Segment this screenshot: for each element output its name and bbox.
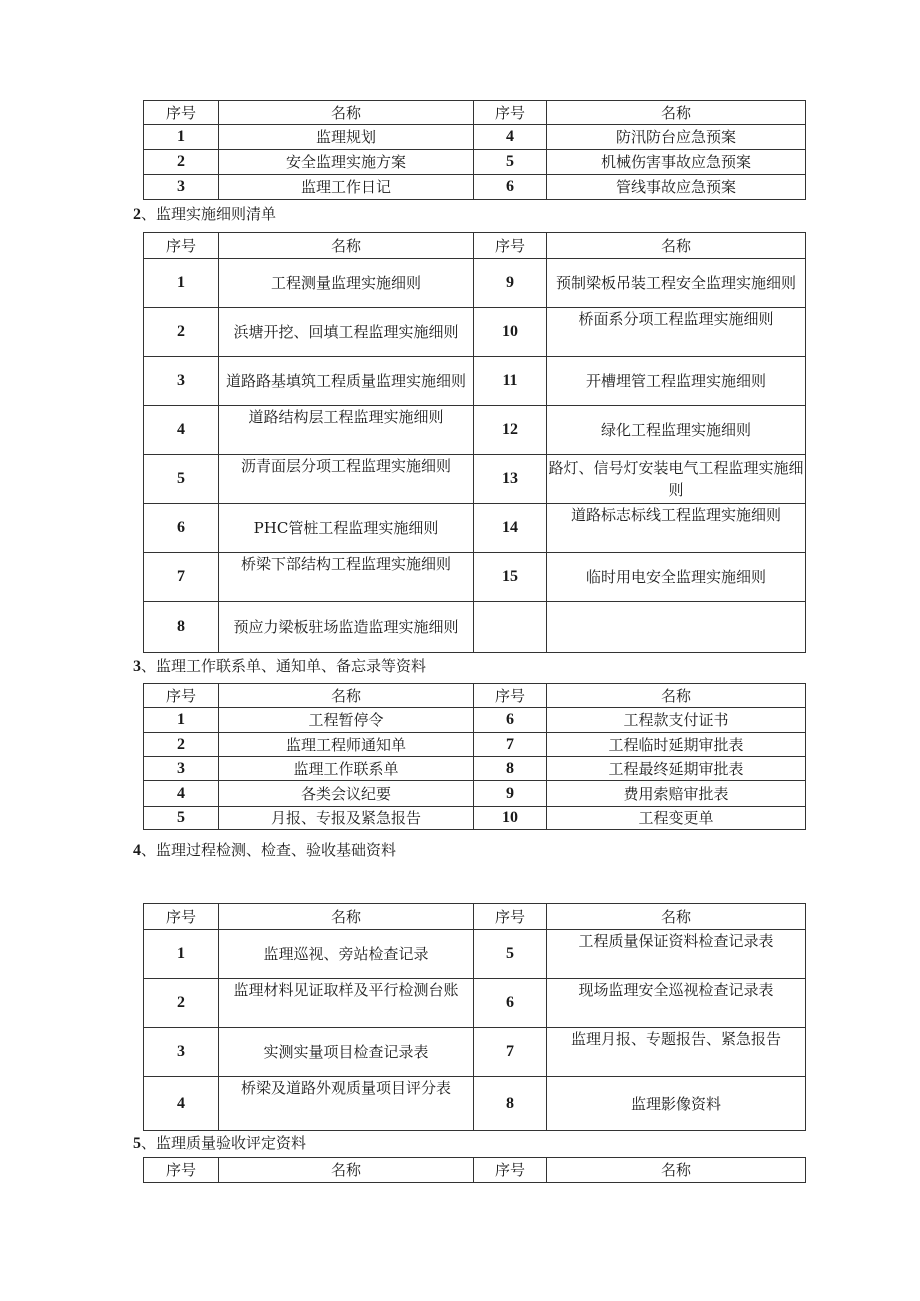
table-row <box>144 602 806 653</box>
seq-cell: 11 <box>474 357 547 406</box>
table-4 <box>143 903 806 1131</box>
table-2 <box>143 232 806 653</box>
section-number: 2 <box>133 206 141 223</box>
table-5 <box>143 1157 806 1183</box>
seq-cell: 2 <box>144 979 219 1028</box>
name-cell: 工程质量保证资料检查记录表 <box>547 930 806 979</box>
table-row <box>144 175 806 200</box>
name-cell: 机械伤害事故应急预案 <box>547 150 806 175</box>
seq-cell: 1 <box>144 259 219 308</box>
seq-cell: 6 <box>474 175 547 200</box>
name-cell: 各类会议纪要 <box>219 781 474 807</box>
name-cell: 安全监理实施方案 <box>219 150 474 175</box>
seq-cell: 7 <box>474 733 547 757</box>
name-cell: 监理月报、专题报告、紧急报告 <box>547 1028 806 1077</box>
name-cell: 监理巡视、旁站检查记录 <box>219 930 474 979</box>
table-row <box>144 150 806 175</box>
table-row <box>144 733 806 757</box>
table-row <box>144 553 806 602</box>
section-title: 、监理实施细则清单 <box>141 205 277 223</box>
name-cell: 监理影像资料 <box>547 1077 806 1131</box>
seq-cell: 12 <box>474 406 547 455</box>
table-row <box>144 1028 806 1077</box>
seq-cell: 15 <box>474 553 547 602</box>
name-cell: 道路标志标线工程监理实施细则 <box>547 504 806 553</box>
seq-cell: 13 <box>474 455 547 504</box>
seq-cell: 5 <box>474 930 547 979</box>
header-seq: 序号 <box>144 233 219 259</box>
section-number: 5 <box>133 1135 141 1152</box>
name-cell: 道路结构层工程监理实施细则 <box>219 406 474 455</box>
seq-cell: 10 <box>474 807 547 830</box>
name-cell: 预制梁板吊装工程安全监理实施细则 <box>547 259 806 308</box>
name-cell: 监理工程师通知单 <box>219 733 474 757</box>
name-cell: 监理工作联系单 <box>219 757 474 781</box>
table-header-row <box>144 233 806 259</box>
name-cell: 临时用电安全监理实施细则 <box>547 553 806 602</box>
seq-cell: 7 <box>144 553 219 602</box>
seq-cell <box>474 602 547 653</box>
header-name: 名称 <box>547 684 806 708</box>
section-2-heading <box>133 204 276 225</box>
header-seq: 序号 <box>474 233 547 259</box>
table-header-row <box>144 101 806 125</box>
section-title: 、监理过程检测、检查、验收基础资料 <box>141 841 397 859</box>
table-row <box>144 308 806 357</box>
header-name: 名称 <box>219 904 474 930</box>
name-cell: 工程最终延期审批表 <box>547 757 806 781</box>
header-name: 名称 <box>219 101 474 125</box>
table-row <box>144 406 806 455</box>
table-1 <box>143 100 806 200</box>
header-seq: 序号 <box>474 101 547 125</box>
section-5-heading <box>133 1133 306 1154</box>
name-cell: 现场监理安全巡视检查记录表 <box>547 979 806 1028</box>
table-header-row <box>144 684 806 708</box>
header-seq: 序号 <box>144 904 219 930</box>
header-name: 名称 <box>547 101 806 125</box>
section-4-heading <box>133 840 396 861</box>
name-cell: 工程变更单 <box>547 807 806 830</box>
seq-cell: 8 <box>144 602 219 653</box>
name-cell: 管线事故应急预案 <box>547 175 806 200</box>
table-row <box>144 125 806 150</box>
seq-cell: 3 <box>144 175 219 200</box>
seq-cell: 3 <box>144 357 219 406</box>
table-3 <box>143 683 806 830</box>
header-name: 名称 <box>219 1158 474 1183</box>
section-number: 4 <box>133 842 141 859</box>
seq-cell: 4 <box>144 406 219 455</box>
name-cell: 预应力梁板驻场监造监理实施细则 <box>219 602 474 653</box>
name-cell: 月报、专报及紧急报告 <box>219 807 474 830</box>
name-cell: PHC管桩工程监理实施细则 <box>219 504 474 553</box>
seq-cell: 4 <box>144 1077 219 1131</box>
seq-cell: 7 <box>474 1028 547 1077</box>
name-cell: 开槽埋管工程监理实施细则 <box>547 357 806 406</box>
name-cell: 工程款支付证书 <box>547 708 806 733</box>
table-row <box>144 1077 806 1131</box>
name-cell: 路灯、信号灯安装电气工程监理实施细则 <box>547 455 806 504</box>
name-cell: 绿化工程监理实施细则 <box>547 406 806 455</box>
header-name: 名称 <box>547 904 806 930</box>
table-header-row <box>144 1158 806 1183</box>
table-row <box>144 807 806 830</box>
name-cell: 浜塘开挖、回填工程监理实施细则 <box>219 308 474 357</box>
table-row <box>144 930 806 979</box>
seq-cell: 9 <box>474 259 547 308</box>
seq-cell: 6 <box>474 708 547 733</box>
section-3-heading <box>133 656 426 677</box>
name-cell: 桥梁及道路外观质量项目评分表 <box>219 1077 474 1131</box>
name-cell: 道路路基填筑工程质量监理实施细则 <box>219 357 474 406</box>
header-name: 名称 <box>547 233 806 259</box>
name-cell: 工程暂停令 <box>219 708 474 733</box>
table-row <box>144 259 806 308</box>
seq-cell: 14 <box>474 504 547 553</box>
table-row <box>144 979 806 1028</box>
section-number: 3 <box>133 658 141 675</box>
seq-cell: 8 <box>474 1077 547 1131</box>
seq-cell: 5 <box>144 807 219 830</box>
seq-cell: 5 <box>144 455 219 504</box>
table-row <box>144 781 806 807</box>
name-cell: 防汛防台应急预案 <box>547 125 806 150</box>
seq-cell: 5 <box>474 150 547 175</box>
seq-cell: 3 <box>144 757 219 781</box>
seq-cell: 6 <box>474 979 547 1028</box>
section-title: 、监理质量验收评定资料 <box>141 1134 307 1152</box>
section-title: 、监理工作联系单、通知单、备忘录等资料 <box>141 657 427 675</box>
name-cell <box>547 602 806 653</box>
table-header-row <box>144 904 806 930</box>
seq-cell: 1 <box>144 125 219 150</box>
seq-cell: 2 <box>144 150 219 175</box>
name-cell: 桥梁下部结构工程监理实施细则 <box>219 553 474 602</box>
name-cell: 实测实量项目检查记录表 <box>219 1028 474 1077</box>
header-seq: 序号 <box>474 904 547 930</box>
name-cell: 费用索赔审批表 <box>547 781 806 807</box>
table-row <box>144 708 806 733</box>
name-cell: 监理规划 <box>219 125 474 150</box>
table-row <box>144 455 806 504</box>
name-cell: 工程临时延期审批表 <box>547 733 806 757</box>
seq-cell: 9 <box>474 781 547 807</box>
seq-cell: 4 <box>474 125 547 150</box>
header-name: 名称 <box>547 1158 806 1183</box>
seq-cell: 1 <box>144 708 219 733</box>
seq-cell: 1 <box>144 930 219 979</box>
name-cell: 沥青面层分项工程监理实施细则 <box>219 455 474 504</box>
table-row <box>144 757 806 781</box>
header-seq: 序号 <box>474 1158 547 1183</box>
seq-cell: 6 <box>144 504 219 553</box>
name-cell: 监理材料见证取样及平行检测台账 <box>219 979 474 1028</box>
header-seq: 序号 <box>144 101 219 125</box>
name-cell: 桥面系分项工程监理实施细则 <box>547 308 806 357</box>
header-seq: 序号 <box>144 684 219 708</box>
seq-cell: 4 <box>144 781 219 807</box>
header-name: 名称 <box>219 684 474 708</box>
seq-cell: 10 <box>474 308 547 357</box>
seq-cell: 8 <box>474 757 547 781</box>
name-cell: 监理工作日记 <box>219 175 474 200</box>
name-cell: 工程测量监理实施细则 <box>219 259 474 308</box>
header-seq: 序号 <box>474 684 547 708</box>
table-row <box>144 504 806 553</box>
seq-cell: 3 <box>144 1028 219 1077</box>
header-seq: 序号 <box>144 1158 219 1183</box>
seq-cell: 2 <box>144 733 219 757</box>
table-row <box>144 357 806 406</box>
header-name: 名称 <box>219 233 474 259</box>
seq-cell: 2 <box>144 308 219 357</box>
